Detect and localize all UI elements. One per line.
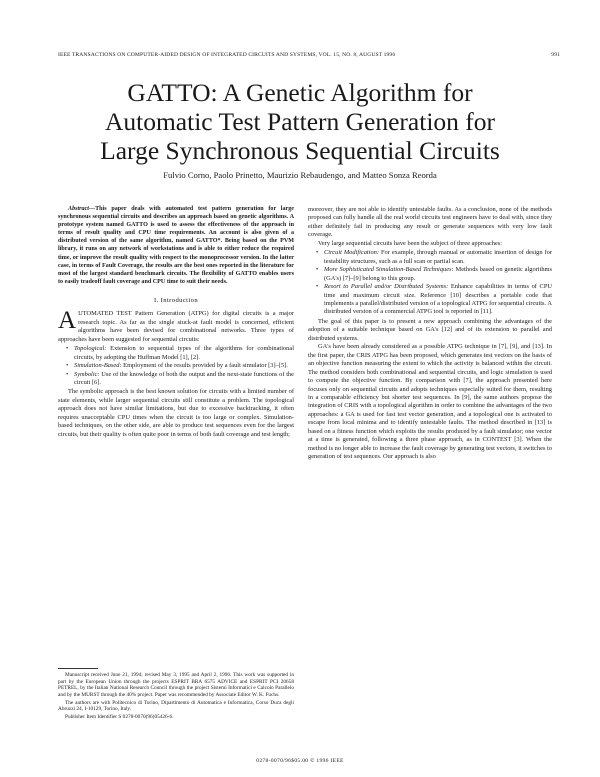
footnote-publisher-id: Publisher Item Identifier S 0278-0070(96)05426-6. [65, 714, 174, 720]
list-item [324, 283, 552, 317]
abstract [58, 205, 294, 286]
goal-paragraph: The goal of this paper is to present a new approach combining the advantages of the adoption of a suitable technique based on GA's [12] and of its extension to parallel and distributed systems. [308, 317, 552, 342]
list-item [324, 249, 552, 266]
page-number: 991 [551, 52, 560, 58]
section-heading-introduction: I. Introduction [153, 296, 199, 304]
list-item-term: More Sophisticated Simulation-Based Techniques: [324, 266, 454, 274]
title-line-2: Automatic Test Pattern Generation for [104, 107, 496, 136]
approach-list [58, 345, 294, 387]
list-item [74, 362, 294, 370]
approaches-intro-paragraph: Very large sequential circuits have been the subject of three approaches: [318, 239, 503, 247]
list-item-term: Simulation-Based: [74, 362, 122, 370]
running-head [58, 52, 560, 64]
list-item-term: Resort to Parallel and/or Distributed Systems: [324, 283, 449, 291]
abstract-lead: Abstract— [68, 206, 96, 212]
author-list: Fulvio Corno, Paolo Prinetto, Maurizio Rebaudengo, and Matteo Sonza Reorda [163, 170, 437, 180]
list-item-text: Enhance capabilities in terms of CPU time and maximum circuit size. Reference [10] describes a portable code that implements a parallel/distributed version of a topological ATPG for sequential circuits. A distributed version of a commercial ATPG tool is reported in [11]. [324, 283, 552, 316]
issn-copyright: 0278-0070/96$05.00 © 1996 IEEE [256, 758, 344, 764]
intro-paragraph-2: The symbolic approach is the best known solution for circuits with a limited number of state elements, while larger sequential circuits still constitute a problem. The topological approach does not have similar limitations, but due to excessive backtracking, it often requires unacceptable CPU times when the circuit is too large or complex. Simulation-based techniques, on the other side, are able to produce test sequences even for the largest circuits, but their quality is often quite poor in terms of both fault coverage and test length; [58, 388, 294, 438]
title-line-1: GATTO: A Genetic Algorithm for [127, 78, 473, 107]
list-item-text: Employment of the results provided by a fault simulator [3]–[5]. [121, 362, 288, 370]
footnote-affiliation: The authors are with Politecnico di Torino, Dipartimento di Automatica e Informatica, Corso Duca degli Abruzzi 24, I-10129, Torino, Italy. [58, 699, 294, 712]
abstract-text: This paper deals with automated test pattern generation for large synchronous sequential circuits and describes an approach based on genetic algorithms. A prototype system named GATTO is used to assess the effectiveness of the approach in terms of result quality and CPU time requirements. An account is also given of a distributed version of the same algorithm, named GATTO*. Being based on the PVM library, it runs on any network of workstations and is able to either reduce the required time, or improve the result quality with respect to the monoprocessor version. In the latter case, in terms of Fault Coverage, the results are the best ones reported in the literature for most of the largest standard benchmark circuits. The flexibility of GATTO enables users to easily tradeoff fault coverage and CPU time to suit their needs. [58, 206, 294, 285]
list-item-text: Use of the knowledge of both the output and the next-state functions of the circuit [6]. [74, 370, 294, 387]
list-item-term: Symbolic: [74, 370, 100, 378]
continued-paragraph: moreover, they are not able to identify untestable faults. As a conclusion, none of the methods proposed can fully handle all the real world circuits test engineers have to deal with, since they either definitely fail in producing any result or generate sequences with very low fault coverage. [308, 206, 552, 239]
drop-cap: A [58, 307, 77, 335]
list-item [74, 345, 294, 362]
paper-title [40, 78, 560, 165]
ga-paragraph: GA's have been already considered as a possible ATPG technique in [7], [9], and [13]. In the first paper, the CRIS ATPG has been proposed, which generates test vectors on the basis of an objective function measuring the extent to which the activity is balanced within the circuit. The method considers both combinational and sequential circuits, and logic simulation is used to compute the objective function. By comparison with [7], the approach presented here focuses only on sequential circuits and adopts techniques especially suited for them, resulting in a comparable efficiency but shorter test sequences. In [9], the same authors propose the integration of CRIS with a topological algorithm in order to combine the advantages of the two approaches: a GA is used for fast test vector generation, and a topological one is activated to escape from local minima and to identify untestable faults. The method described in [13] is based on a fitness function which exploits the results produced by a fault simulator; one vector at a time is generated, following a three phase approach, as in CONTEST [3]. When the method is no longer able to increase the fault coverage by generating test vectors, it switches to generation of test sequences. Our approach is also [308, 343, 552, 461]
list-item-term: Circuit Modification: [324, 249, 379, 257]
title-line-3: Large Synchronous Sequential Circuits [100, 136, 500, 165]
list-item-text: Methods based on genetic algorithms (GA's) [7]–[9] belong to this group. [324, 266, 552, 282]
list-item-term: Topological: [74, 345, 107, 353]
large-circuit-approach-list [308, 249, 552, 317]
list-item-text: For example, through manual or automatic insertion of design for testability structures, such as a full scan or partial scan. [324, 249, 552, 265]
intro-paragraph-1-text: TEST Pattern Generation (ATPG) for digital circuits is a major research topic. As far as the single stuck-at fault model is concerned, efficient algorithms have been devised for combinational networks. Three types of approaches have been suggested for sequential circuits: [58, 310, 294, 343]
list-item [324, 266, 552, 283]
footnote-manuscript: Manuscript received June 21, 1994; revised May 3, 1995 and April 2, 1996. This work was supported in part by the European Union through the projects ESPRIT BRA 6575 ADVICE and ESPRIT PCI 20658 PETREL, by the Italian National Research Council through the project Sistemi Informatici e Calcolo Parallelo and by the MURST through the 40% project. Paper was recommended by Associate Editor W. K. Fuchs. [58, 672, 294, 698]
right-column [308, 206, 552, 462]
journal-header: IEEE TRANSACTIONS ON COMPUTER-AIDED DESIGN OF INTEGRATED CIRCUITS AND SYSTEMS, VOL. 15, NO. 8, AUGUST 1996 [58, 52, 396, 58]
left-column [58, 205, 294, 439]
intro-paragraph-1 [58, 307, 294, 344]
footnote [58, 668, 294, 722]
list-item [74, 371, 294, 388]
footnote-rule [58, 668, 98, 669]
intro-first-word: UTOMATED [78, 310, 114, 318]
list-item-text: Extension to sequential types of the algorithms for combinational circuits, by adopting the Huffman Model [1], [2]. [74, 345, 294, 361]
